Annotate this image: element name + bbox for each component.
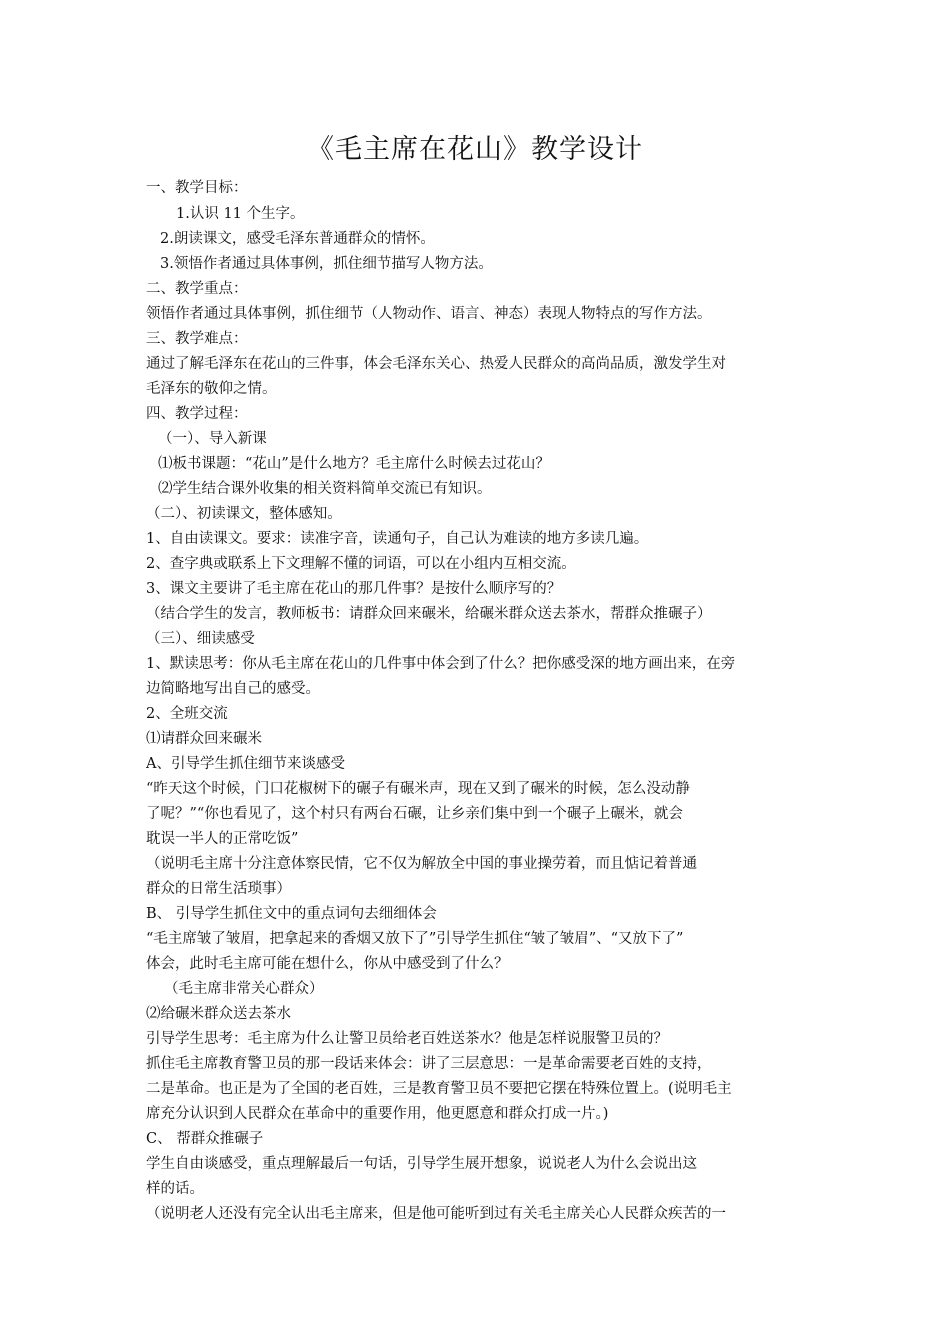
- paragraph-line: 群众的日常生活琐事）: [146, 881, 291, 897]
- paragraph-line: 1、自由读课文。要求：读准字音，读通句子，自己认为难读的地方多读几遍。: [146, 531, 649, 547]
- paragraph-line: 体会，此时毛主席可能在想什么，你从中感受到了什么？: [146, 956, 509, 972]
- paragraph-line: 耽误一半人的正常吃饭”: [146, 831, 299, 847]
- paragraph-line: （结合学生的发言，教师板书：请群众回来碾米，给碾米群众送去茶水，帮群众推碾子）: [146, 606, 712, 622]
- paragraph-line: A、引导学生抓住细节来谈感受: [146, 756, 345, 772]
- paragraph-line: 2、查字典或联系上下文理解不懂的词语，可以在小组内互相交流。: [146, 556, 576, 572]
- paragraph-line: ⑴请群众回来碾米: [146, 731, 262, 747]
- objective-item-1: 1.认识 11 个生字。: [176, 206, 305, 222]
- objective-item-3: 3.领悟作者通过具体事例，抓住细节描写人物方法。: [160, 256, 493, 272]
- document-title: 《毛主席在花山》教学设计: [307, 134, 643, 165]
- section-heading-objectives: 一、教学目标：: [146, 180, 248, 196]
- paragraph-line: 了呢？”“你也看见了，这个村只有两台石碾，让乡亲们集中到一个碾子上碾米，就会: [146, 806, 683, 822]
- paragraph-line: 学生自由谈感受，重点理解最后一句话，引导学生展开想象，说说老人为什么会说出这: [146, 1156, 697, 1172]
- subsection-heading: （三）、细读感受: [146, 631, 255, 647]
- paragraph-line: “毛主席皱了皱眉，把拿起来的香烟又放下了”引导学生抓住“皱了皱眉”、“又放下了”: [146, 931, 684, 947]
- paragraph-line: ⑴板书课题：“花山”是什么地方？毛主席什么时候去过花山？: [158, 456, 550, 472]
- paragraph-line: 1、默读思考：你从毛主席在花山的几件事中体会到了什么？把你感受深的地方画出来，在旁: [146, 656, 736, 672]
- paragraph-line: 边简略地写出自己的感受。: [146, 681, 320, 697]
- paragraph-line: （说明毛主席十分注意体察民情，它不仅为解放全中国的事业操劳着，而且惦记着普通: [146, 856, 697, 872]
- objective-item-2: 2.朗读课文，感受毛泽东普通群众的情怀。: [160, 231, 435, 247]
- paragraph-line: 毛泽东的敬仰之情。: [146, 381, 277, 397]
- section-heading-process: 四、教学过程：: [146, 406, 248, 422]
- paragraph-line: （说明老人还没有完全认出毛主席来，但是他可能听到过有关毛主席关心人民群众疾苦的一: [146, 1206, 726, 1222]
- subsection-heading: （二）、初读课文，整体感知。: [146, 506, 342, 522]
- paragraph-line: 样的话。: [146, 1181, 204, 1197]
- paragraph-line: C、 帮群众推碾子: [146, 1131, 264, 1147]
- paragraph-line: ⑵学生结合课外收集的相关资料简单交流已有知识。: [158, 481, 492, 497]
- section-heading-difficulties: 三、教学难点：: [146, 331, 248, 347]
- paragraph-line: 通过了解毛泽东在花山的三件事，体会毛泽东关心、热爱人民群众的高尚品质，激发学生对: [146, 356, 726, 372]
- paragraph-line: “昨天这个时候，门口花椒树下的碾子有碾米声，现在又到了碾米的时候，怎么没动静: [146, 781, 690, 797]
- paragraph-line: 引导学生思考：毛主席为什么让警卫员给老百姓送茶水？他是怎样说服警卫员的？: [146, 1031, 668, 1047]
- paragraph-line: 2、全班交流: [146, 706, 228, 722]
- paragraph-line: ⑵给碾米群众送去茶水: [146, 1006, 291, 1022]
- paragraph-line: 领悟作者通过具体事例，抓住细节（人物动作、语言、神态）表现人物特点的写作方法。: [146, 306, 712, 322]
- paragraph-line: 席充分认识到人民群众在革命中的重要作用，他更愿意和群众打成一片。): [146, 1106, 609, 1122]
- subsection-heading: （一）、导入新课: [158, 431, 267, 447]
- paragraph-line: 3、课文主要讲了毛主席在花山的那几件事？是按什么顺序写的？: [146, 581, 562, 597]
- paragraph-line: （毛主席非常关心群众）: [164, 981, 324, 997]
- section-heading-key-points: 二、教学重点：: [146, 281, 248, 297]
- paragraph-line: 抓住毛主席教育警卫员的那一段话来体会：讲了三层意思：一是革命需要老百姓的支持，: [146, 1056, 712, 1072]
- paragraph-line: B、 引导学生抓住文中的重点词句去细细体会: [146, 906, 437, 922]
- paragraph-line: 二是革命。也正是为了全国的老百姓，三是教育警卫员不要把它摆在特殊位置上。(说明毛主: [146, 1081, 732, 1097]
